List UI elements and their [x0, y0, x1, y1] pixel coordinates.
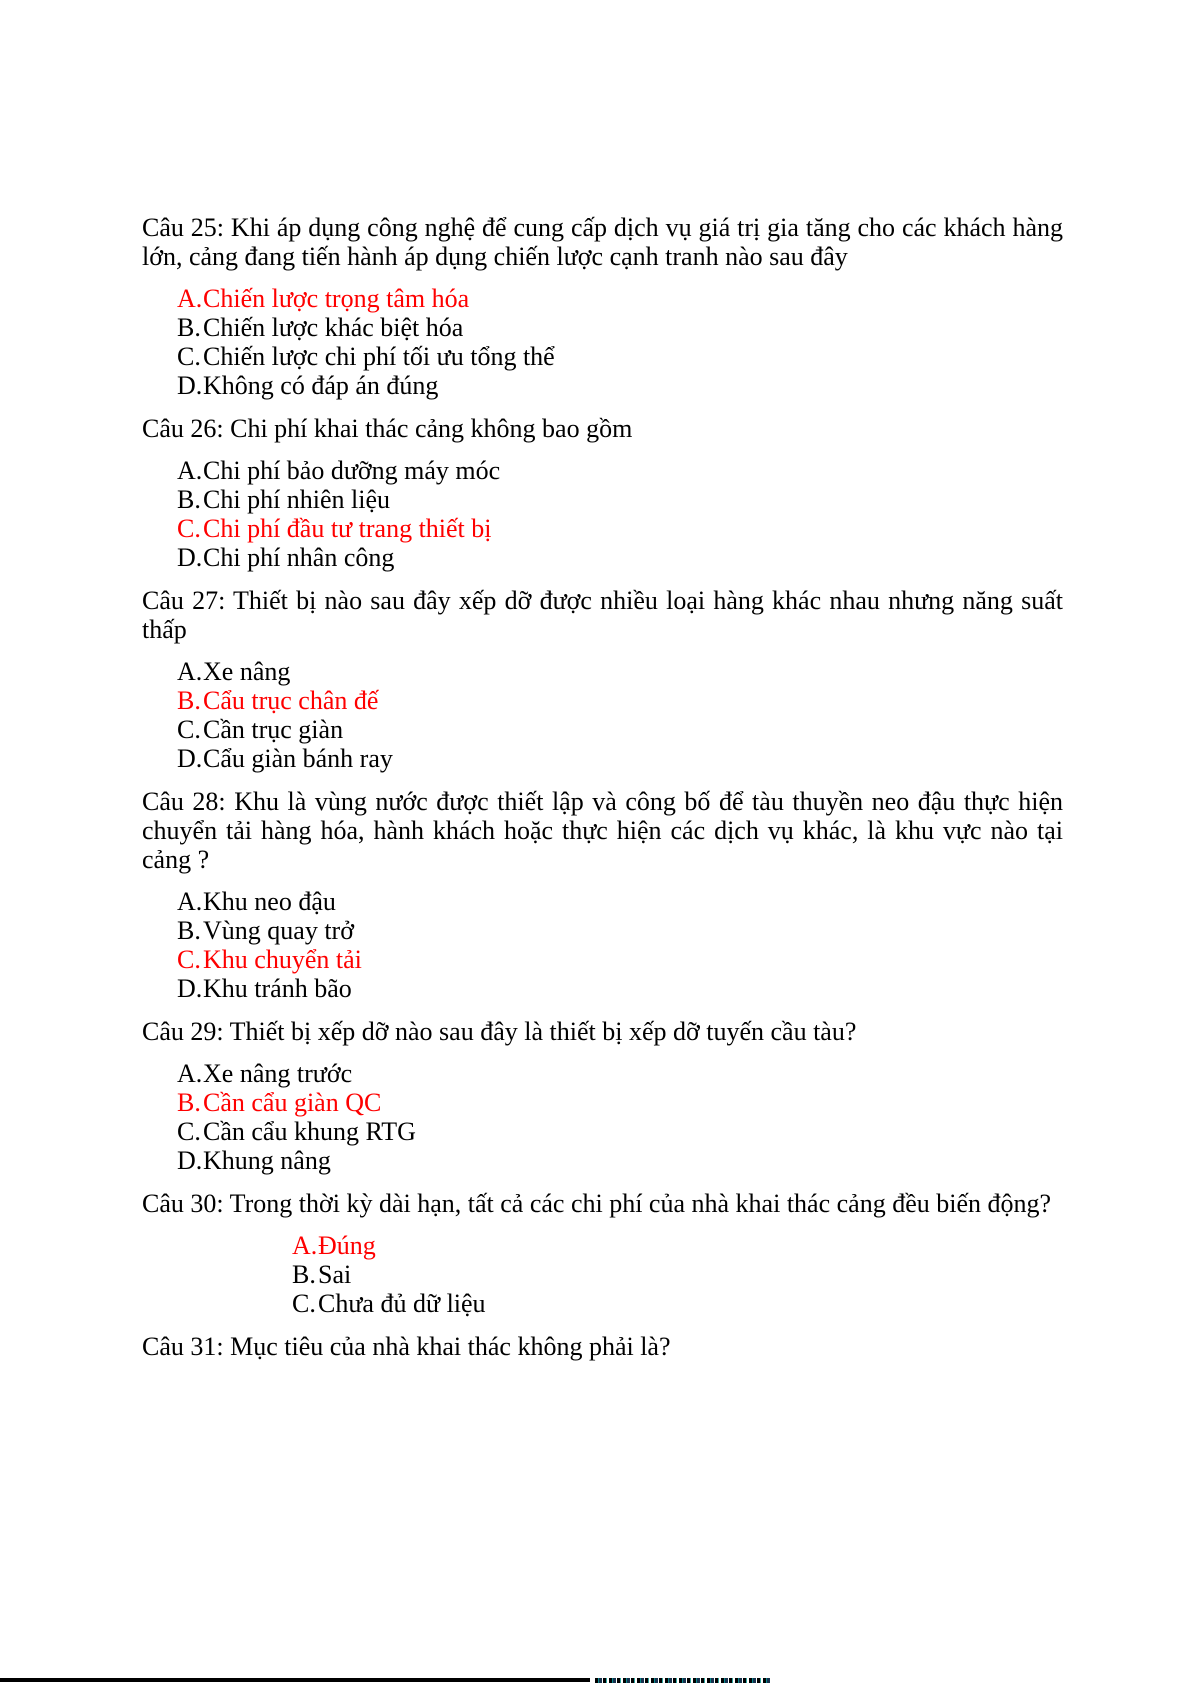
option-row-answer	[177, 945, 1063, 974]
options-list	[142, 1059, 1063, 1175]
option-row	[177, 887, 1063, 916]
question-text: Câu 27: Thiết bị nào sau đây xếp dỡ được nhiều loại hàng khác nhau nhưng năng suất thấp	[142, 586, 1063, 644]
option-text: Khung nâng	[203, 1146, 331, 1175]
option-text: Cần cẩu khung RTG	[203, 1117, 416, 1146]
option-text: Đúng	[318, 1231, 376, 1260]
option-letter: B.	[177, 916, 201, 945]
option-row	[177, 1146, 1063, 1175]
questions-container	[142, 213, 1063, 1361]
options-list	[142, 284, 1063, 400]
option-letter: C.	[292, 1289, 316, 1318]
option-row-answer	[292, 1231, 1063, 1260]
option-row	[292, 1289, 1063, 1318]
option-text: Vùng quay trở	[203, 916, 354, 945]
option-row	[177, 342, 1063, 371]
option-letter: D.	[177, 744, 203, 773]
option-letter: A.	[177, 1059, 203, 1088]
option-text: Chi phí đầu tư trang thiết bị	[203, 514, 492, 543]
option-row	[177, 543, 1063, 572]
bottom-noise-strip	[595, 1678, 770, 1683]
option-text: Xe nâng trước	[203, 1059, 353, 1088]
option-row	[177, 1059, 1063, 1088]
option-text: Khu tránh bão	[203, 974, 352, 1003]
question-text: Câu 31: Mục tiêu của nhà khai thác không phải là?	[142, 1332, 671, 1361]
option-letter: B.	[177, 686, 201, 715]
option-row-answer	[177, 1088, 1063, 1117]
option-letter: D.	[177, 371, 203, 400]
option-text: Sai	[318, 1260, 352, 1289]
option-row	[177, 1117, 1063, 1146]
option-letter: C.	[177, 1117, 201, 1146]
question-text: Câu 29: Thiết bị xếp dỡ nào sau đây là thiết bị xếp dỡ tuyến cầu tàu?	[142, 1017, 857, 1046]
options-list	[142, 887, 1063, 1003]
option-row	[177, 456, 1063, 485]
options-list	[142, 456, 1063, 572]
option-row	[292, 1260, 1063, 1289]
option-row-answer	[177, 284, 1063, 313]
question-text: Câu 25: Khi áp dụng công nghệ để cung cấp dịch vụ giá trị gia tăng cho các khách hàng lớn, cảng đang tiến hành áp dụng chiến lược cạnh tranh nào sau đây	[142, 213, 1063, 271]
option-row	[177, 916, 1063, 945]
option-row	[177, 485, 1063, 514]
option-row	[177, 715, 1063, 744]
option-row	[177, 974, 1063, 1003]
option-letter: C.	[177, 342, 201, 371]
options-list	[142, 657, 1063, 773]
option-text: Chưa đủ dữ liệu	[318, 1289, 486, 1318]
option-row-answer	[177, 514, 1063, 543]
question-block	[142, 586, 1063, 773]
option-letter: B.	[177, 1088, 201, 1117]
option-text: Chiến lược chi phí tối ưu tổng thể	[203, 342, 555, 371]
option-text: Chi phí nhân công	[203, 543, 395, 572]
bottom-rule-line	[0, 1678, 590, 1682]
option-row-answer	[177, 686, 1063, 715]
option-letter: C.	[177, 514, 201, 543]
question-block	[142, 213, 1063, 400]
option-text: Cẩu trục chân đế	[203, 686, 379, 715]
option-letter: B.	[292, 1260, 316, 1289]
option-text: Cần trục giàn	[203, 715, 344, 744]
option-letter: D.	[177, 543, 203, 572]
option-text: Chi phí nhiên liệu	[203, 485, 391, 514]
option-letter: A.	[177, 887, 203, 916]
option-letter: D.	[177, 974, 203, 1003]
question-block	[142, 1332, 1063, 1361]
option-text: Không có đáp án đúng	[203, 371, 439, 400]
option-text: Khu chuyển tải	[203, 945, 362, 974]
option-letter: B.	[177, 313, 201, 342]
option-letter: C.	[177, 945, 201, 974]
option-row	[177, 371, 1063, 400]
option-letter: D.	[177, 1146, 203, 1175]
option-text: Chiến lược trọng tâm hóa	[203, 284, 470, 313]
question-text: Câu 28: Khu là vùng nước được thiết lập và công bố để tàu thuyền neo đậu thực hiện chuyển tải hàng hóa, hành khách hoặc thực hiện các dịch vụ khác, là khu vực nào tại cảng ?	[142, 787, 1063, 874]
question-text: Câu 26: Chi phí khai thác cảng không bao gồm	[142, 414, 633, 443]
option-letter: B.	[177, 485, 201, 514]
option-letter: A.	[177, 284, 203, 313]
option-text: Cẩu giàn bánh ray	[203, 744, 393, 773]
question-text: Câu 30: Trong thời kỳ dài hạn, tất cả các chi phí của nhà khai thác cảng đều biến động?	[142, 1189, 1052, 1218]
option-letter: A.	[292, 1231, 318, 1260]
option-text: Chiến lược khác biệt hóa	[203, 313, 464, 342]
question-block	[142, 1017, 1063, 1175]
option-letter: A.	[177, 657, 203, 686]
question-block	[142, 1189, 1063, 1318]
option-text: Cần cẩu giàn QC	[203, 1088, 382, 1117]
option-text: Khu neo đậu	[203, 887, 336, 916]
options-list	[142, 1231, 1063, 1318]
option-row	[177, 744, 1063, 773]
option-letter: C.	[177, 715, 201, 744]
question-block	[142, 414, 1063, 572]
option-letter: A.	[177, 456, 203, 485]
option-row	[177, 313, 1063, 342]
option-row	[177, 657, 1063, 686]
option-text: Xe nâng	[203, 657, 291, 686]
option-text: Chi phí bảo dưỡng máy móc	[203, 456, 501, 485]
question-block	[142, 787, 1063, 1003]
